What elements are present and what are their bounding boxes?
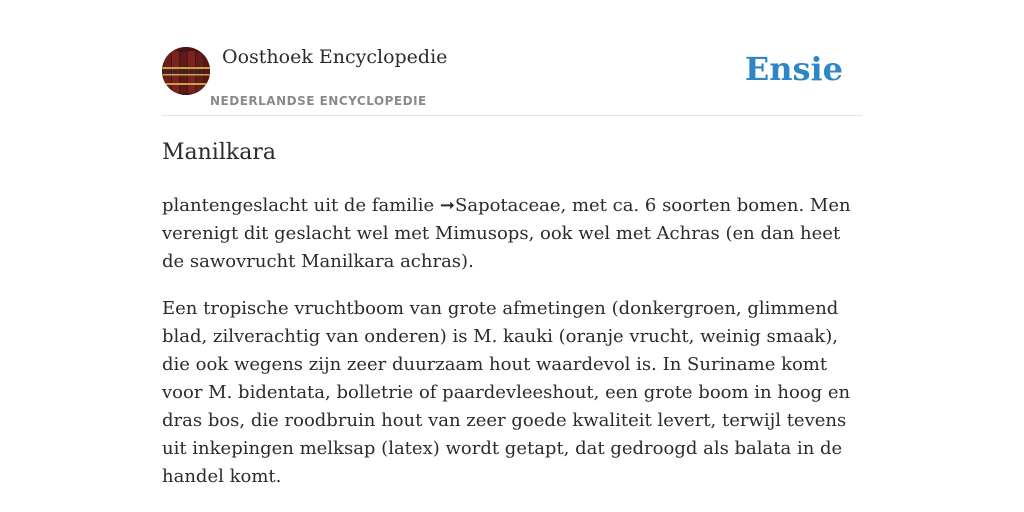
paragraph-1 xyxy=(162,192,862,276)
books-illustration xyxy=(162,47,210,95)
header-divider xyxy=(162,115,862,116)
paragraph-1-rest: , met ca. 6 soorten bomen. Men verenigt dit geslacht wel met Mimusops, ook wel met Achras (en dan heet de sawovrucht Manilkara achras). xyxy=(162,195,851,272)
source-title[interactable]: Oosthoek Encyclopedie xyxy=(222,46,448,68)
source-subtitle: NEDERLANDSE ENCYCLOPEDIE xyxy=(210,94,427,108)
entry-title: Manilkara xyxy=(162,140,276,165)
brand-logo[interactable]: Ensie xyxy=(744,50,843,88)
encyclopedia-books-icon[interactable] xyxy=(162,47,210,95)
entry-body xyxy=(162,192,862,491)
paragraph-2: Een tropische vruchtboom van grote afmetingen (donkergroen, glimmend blad, zilverachtig van onderen) is M. kauki (oranje vrucht, weinig smaak), die ook wegens zijn zeer duurzaam hout waardevol is. In Suriname komt voor M. bidentata, bolletrie of paardevleeshout, een grote boom in hoog en dras bos, die roodbruin hout van zeer goede kwaliteit levert, terwijl tevens uit inkepingen melksap (latex) wordt getapt, dat gedroogd als balata in de handel komt. xyxy=(162,298,851,487)
paragraph-1-intro: plantengeslacht uit de familie xyxy=(162,195,440,216)
cross-reference-link[interactable]: ➞Sapotaceae xyxy=(439,195,561,216)
